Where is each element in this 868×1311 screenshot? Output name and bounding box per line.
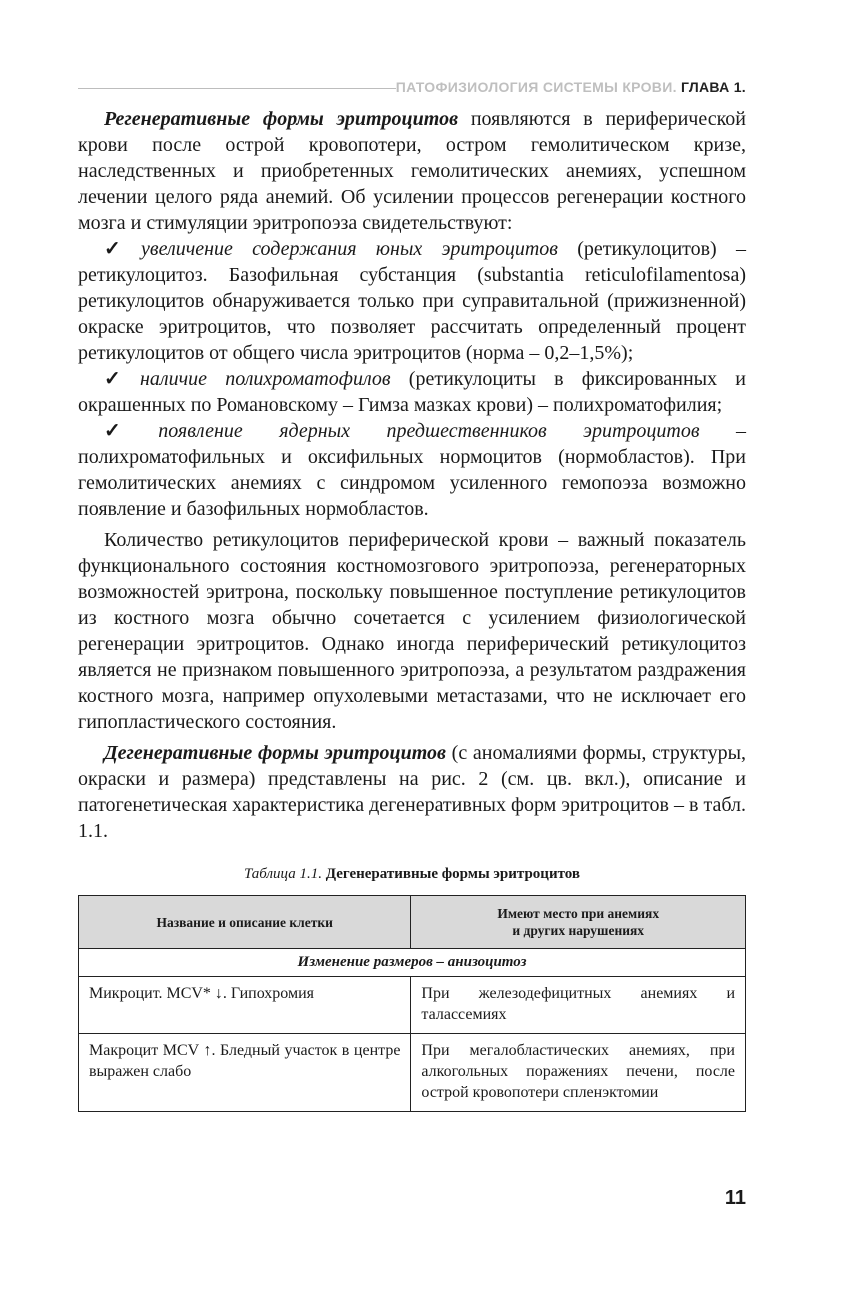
table-caption [78,866,746,883]
term-degenerative: Дегенеративные формы эритроцитов [104,742,446,764]
paragraph-degenerative [78,740,746,844]
bullet-text: (ретикулоциты в фиксированных и окрашенных по Романовскому – Гимза мазках крови) – полихроматофилия; [78,368,746,416]
bullet-text: (ретикулоцитов) – ретикулоцитоз. Базофильная субстанция (substantia reticulofilamentosa) ретикулоцитов обнаруживается только при суправитальной (прижизненной) окраске эритроцитов, что позволяет рассчитать определенный процент ретикулоцитов от общего числа эритроцитов (норма – 0,2–1,5%); [78,238,746,364]
chapter-label: ГЛАВА 1. [680,79,746,95]
cell-description: Микроцит. MCV* ↓. Гипохромия [79,977,411,1034]
bullet-reticulocytosis [78,236,746,366]
cell-description: Макроцит MCV ↑. Бледный участок в центре выражен слабо [79,1034,411,1112]
cell-conditions: При железодефицитных анемиях и талассемиях [411,977,746,1034]
paragraph-regenerative [78,106,746,236]
check-icon: ✓ [104,420,153,442]
table-row [79,1034,746,1112]
bullet-text: – полихроматофильных и оксифильных нормоцитов (нормобластов). При гемолитических анемиях с синдромом усиленного гемопоэза возможно появление и базофильных нормобластов. [78,420,746,520]
header-rule [78,88,396,89]
check-icon: ✓ [104,368,134,390]
page-body [78,106,746,1112]
table-caption-title: Дегенеративные формы эритроцитов [325,866,580,882]
bullet-term: наличие полихроматофилов [139,368,391,390]
header-line: и других нарушениях [512,923,645,938]
bullet-term: появление ядерных предшественников эритроцитов [158,420,700,442]
running-title: ПАТОФИЗИОЛОГИЯ СИСТЕМЫ КРОВИ. [395,79,677,95]
table-section-row [79,949,746,977]
table-caption-label: Таблица 1.1. [244,866,322,882]
header-text [396,79,746,95]
bullet-nucleated-precursors [78,418,746,522]
check-icon: ✓ [104,238,136,260]
table-row [79,977,746,1034]
paragraph-text: (с аномалиями формы, структуры, окраски и размера) представлены на рис. 2 (см. цв. вкл.), описание и патогенетическая характеристика дегенеративных форм эритроцитов – в табл. 1.1. [78,742,746,842]
paragraph-reticulocyte-count: Количество ретикулоцитов периферической крови – важный показатель функционального состояния костномозгового эритропоэза, регенераторных возможностей эритрона, поскольку повышенное поступление ретикулоцитов из костного мозга обычно сочетается с усилением физиологической регенерации эритроцитов. Однако иногда периферический ретикулоцитоз является не признаком повышенного эритропоэза, а результатом раздражения костного мозга, например опухолевыми метастазами, что не исключает его гипопластического состояния. [78,529,746,733]
term-regenerative: Регенеративные формы эритроцитов [104,108,459,130]
header-line: Имеют место при анемиях [497,906,660,921]
cell-conditions: При мегалобластических анемиях, при алкогольных поражениях печени, после острой кровопотери спленэктомии [411,1034,746,1112]
degenerative-forms-table [78,895,746,1112]
section-title: Изменение размеров – анизоцитоз [79,949,746,977]
paragraph-text: появляются в периферической крови после острой кровопотери, остром гемолитическом кризе, наследственных и приобретенных гемолитических анемиях, успешном лечении целого ряда анемий. Об усилении процессов регенерации костного мозга и стимуляции эритропоэза свидетельствуют: [78,108,747,234]
table-header-row [79,896,746,949]
running-header [78,76,746,100]
bullet-term: увеличение содержания юных эритроцитов [141,238,558,260]
column-header-conditions [411,896,746,949]
column-header-cell: Название и описание клетки [79,896,411,949]
bullet-polychromatophilia [78,366,746,418]
page-number: 11 [724,1187,746,1209]
